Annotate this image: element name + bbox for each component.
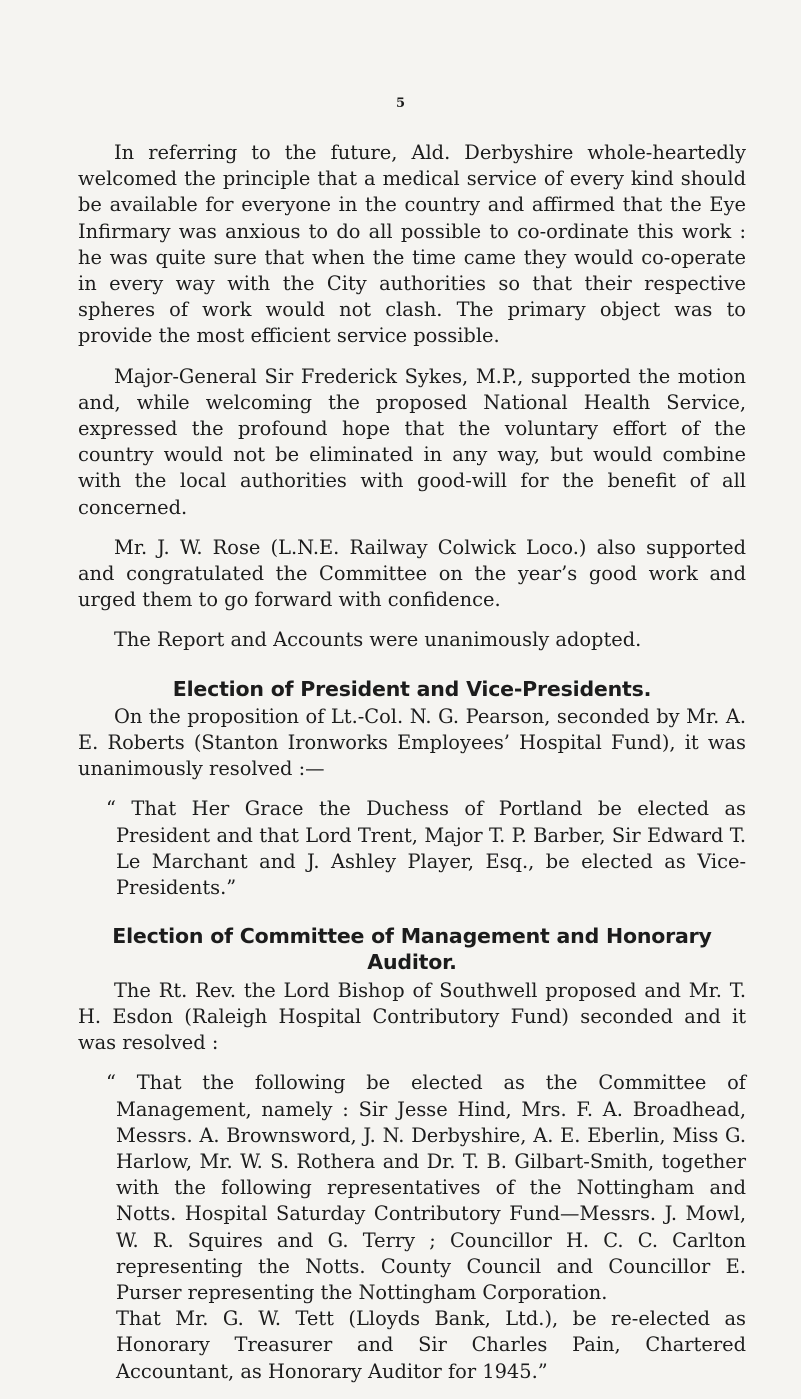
body-text	[78, 140, 746, 1399]
heading-election-president: Election of President and Vice-Presidents.	[172, 676, 652, 701]
paragraph-committee-proposition: The Rt. Rev. the Lord Bishop of Southwell proposed and Mr. T. H. Esdon (Raleigh Hospital Contributory Fund) seconded and it was resolved :	[78, 978, 746, 1055]
paragraph-derbyshire: In referring to the future, Ald. Derbyshire whole-heartedly welcomed the principle that a medical service of every kind should be available for everyone in the country and affirmed that the Eye Infirmary was anxious to do all possible to co-ordinate this work : he was quite sure that when the time came they would co-operate in every way with the City authorities so that their respective spheres of work would not clash. The primary object was to provide the most efficient service possible.	[78, 141, 746, 348]
quote-committee-resolution: “ That the following be elected as the Committee of Management, namely : Sir Jesse Hind, Mrs. F. A. Broadhead, Messrs. A. Brownsword, J. N. Derbyshire, A. E. Eberlin, Miss G. Harlow, Mr. W. S. Rothera and Dr. T. B. Gilbart-Smith, together with the following representatives of the Nottingham and Notts. Hospital Saturday Contributory Fund—Messrs. J. Mowl, W. R. Squires and G. Terry ; Councillor H. C. C. Carlton representing the Notts. County Council and Councillor E. Purser representing the Nottingham Corporation.	[106, 1071, 746, 1304]
quote-president-resolution: “ That Her Grace the Duchess of Portland be elected as President and that Lord Trent, Major T. P. Barber, Sir Edward T. Le Marchant and J. Ashley Player, Esq., be elected as Vice-Presidents.”	[106, 797, 746, 900]
quote-treasurer-resolution: That Mr. G. W. Tett (Lloyds Bank, Ltd.), be re-elected as Honorary Treasurer and Sir Charles Pain, Chartered Accountant, as Honorary Auditor for 1945.”	[116, 1307, 746, 1383]
paragraph-sykes: Major-General Sir Frederick Sykes, M.P., supported the motion and, while welcoming the proposed National Health Service, expressed the profound hope that the voluntary effort of the country would not be eliminated in any way, but would combine with the local authorities with good-will for the benefit of all concerned.	[78, 364, 746, 519]
page-number: 5	[395, 96, 406, 111]
paragraph-report-adopted: The Report and Accounts were unanimously adopted.	[114, 628, 642, 652]
heading-election-committee: Election of Committee of Management and Honorary Auditor.	[112, 924, 712, 975]
paragraph-president-proposition: On the proposition of Lt.-Col. N. G. Pearson, seconded by Mr. A. E. Roberts (Stanton Ironworks Employees’ Hospital Fund), it was unanimously resolved :—	[78, 704, 746, 781]
paragraph-rose: Mr. J. W. Rose (L.N.E. Railway Colwick Loco.) also supported and congratulated the Committee on the year’s good work and urged them to go forward with confidence.	[78, 535, 746, 612]
